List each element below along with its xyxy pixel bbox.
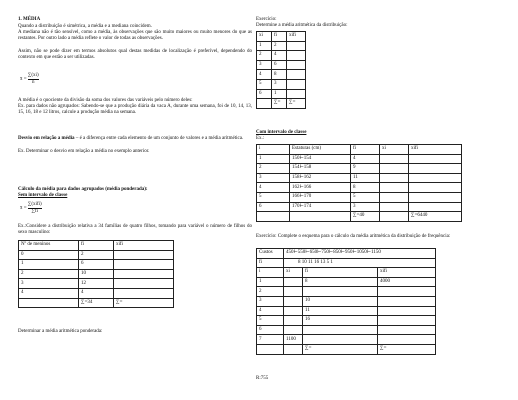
- table-row: [257, 183, 462, 193]
- table-cell: 5: [257, 192, 290, 202]
- formula-numerator: ∑(xifi): [27, 202, 42, 207]
- table-header-cell: fi: [79, 241, 114, 251]
- table-header-cell: fi: [272, 32, 287, 42]
- table-total-row: [257, 344, 436, 354]
- formula-fraction: [28, 202, 42, 214]
- table-row: [257, 164, 462, 174]
- table-row: [19, 279, 174, 289]
- table-cell: 1: [19, 260, 79, 270]
- table-row: [257, 79, 306, 89]
- table-cell: [378, 306, 436, 316]
- table-header-cell: xi: [380, 145, 409, 155]
- table-cell: 5: [257, 79, 272, 89]
- table-cell: [114, 279, 174, 289]
- table-cell: 3: [257, 296, 284, 306]
- table-row: [257, 202, 462, 212]
- table-cell: [114, 260, 174, 270]
- table-cell: [287, 41, 306, 51]
- table-cell: 4: [272, 51, 287, 61]
- table-cell: 2: [257, 287, 284, 297]
- table-cell: 1: [257, 277, 284, 287]
- table-cell: 1: [257, 154, 290, 164]
- table-cell: [287, 89, 306, 99]
- formula-lhs: x̄ =: [20, 206, 27, 212]
- table-cell: 162⊢166: [290, 183, 351, 193]
- table-cell: 3: [257, 60, 272, 70]
- table-cell: ∑=40: [351, 212, 380, 222]
- table-cell: [409, 173, 462, 183]
- formula-simple-mean: [20, 73, 39, 85]
- paragraph-weighted-task: Determinar a média aritmética ponderada:: [18, 329, 103, 334]
- table-header-cell: xifi: [114, 241, 174, 251]
- table-row: [257, 306, 436, 316]
- table-cell: [380, 154, 409, 164]
- table-cell: 4000: [378, 277, 436, 287]
- table-cell: [257, 99, 272, 109]
- table-cell: [378, 296, 436, 306]
- table-cell: [303, 325, 378, 335]
- table-row: [257, 41, 306, 51]
- table-cell: [378, 316, 436, 326]
- table-cell: [409, 154, 462, 164]
- table-cell: [257, 344, 284, 354]
- table-cell: 6: [257, 202, 290, 212]
- formula-fraction: [28, 73, 39, 85]
- table-custos-row: [257, 249, 436, 259]
- table-cell: ∑=: [287, 99, 306, 109]
- table-row: [257, 89, 306, 99]
- table-cell: [409, 164, 462, 174]
- table-header-cell: i: [257, 145, 290, 155]
- formula-weighted-mean: [20, 202, 42, 214]
- table-cell: 450⊢550⊢650⊢750⊢850⊢950⊢1050⊢1150: [284, 249, 436, 259]
- table-header-cell: Nº de meninos: [19, 241, 79, 251]
- table-cell: [290, 212, 351, 222]
- exercise-1-label: Exercício:: [256, 17, 277, 22]
- table-cell: [284, 325, 303, 335]
- table-cell: ∑=34: [79, 298, 114, 308]
- section-class-interval-title: Com intervalo de classe: [256, 130, 307, 135]
- table-cell: [287, 79, 306, 89]
- table-xi-fi: [256, 31, 306, 109]
- table-cell: 9: [351, 164, 380, 174]
- formula-denominator: n: [31, 79, 35, 85]
- exercise-1-text: Determine a média aritmética da distribuição:: [256, 23, 348, 28]
- table-cell: 7: [257, 335, 284, 345]
- table-cell: 10: [303, 296, 378, 306]
- table-cell: 8: [351, 183, 380, 193]
- table-header-cell: xi: [257, 32, 272, 42]
- table-cell: fi: [257, 258, 284, 268]
- table-cell: [380, 173, 409, 183]
- table-row: [19, 269, 174, 279]
- table-cell: [380, 212, 409, 222]
- paragraph-weighted-example: Ex.:Considere a distribuição relativa a 34 famílias de quatro filhos, tomando para variável o número de filhos do sexo masculino:: [18, 224, 252, 236]
- table-header-cell: fi: [303, 268, 378, 278]
- paragraph-desvio-example: Ex. Determinar o desvio em relação a média no exemplo anterior.: [18, 149, 150, 154]
- table-cell: 2: [19, 269, 79, 279]
- paragraph-desvio: [18, 136, 252, 142]
- table-header-row: [19, 241, 174, 251]
- table-cell: 8: [272, 70, 287, 80]
- table-cell: 4: [79, 288, 114, 298]
- table-cell: 11: [351, 173, 380, 183]
- table-cell: [380, 192, 409, 202]
- table-cell: [378, 335, 436, 345]
- table-cell: 4: [257, 183, 290, 193]
- table-row: [19, 250, 174, 260]
- table-cell: 10: [79, 269, 114, 279]
- class-interval-example-label: Ex.:: [256, 136, 265, 141]
- table-meninos: [18, 240, 174, 308]
- table-estaturas: [256, 144, 462, 222]
- formula-numerator: ∑(xi): [27, 73, 39, 78]
- table-cell: [114, 288, 174, 298]
- table-cell: 0: [19, 250, 79, 260]
- table-cell: 3: [257, 173, 290, 183]
- desvio-text: – é a diferença entre cada elemento de um conjunto de valores e a média aritmética.: [74, 136, 244, 141]
- table-cell: 16: [303, 316, 378, 326]
- table-cell: 6: [257, 89, 272, 99]
- table-total-row: [257, 212, 462, 222]
- paragraph-media-1: Quando a distribuição é simétrica, a média e a mediana coincidem.: [18, 24, 152, 29]
- table-cell: 1: [257, 41, 272, 51]
- table-cell: 170⊢174: [290, 202, 351, 212]
- table-cell: [409, 183, 462, 193]
- table-total-row: [257, 99, 306, 109]
- section-weighted-title: Cálculo da média para dados agrupados (média ponderada):: [18, 187, 148, 192]
- table-cell: [287, 70, 306, 80]
- table-header-cell: xifi: [378, 268, 436, 278]
- table-custos: [256, 248, 436, 355]
- table-cell: 11: [303, 306, 378, 316]
- table-cell: 8: [303, 277, 378, 287]
- table-cell: ∑=: [272, 99, 287, 109]
- table-row: [257, 192, 462, 202]
- table-cell: 4: [257, 70, 272, 80]
- table-cell: [287, 51, 306, 61]
- table-row: [19, 260, 174, 270]
- table-cell: [380, 164, 409, 174]
- table-cell: [287, 60, 306, 70]
- table-header-cell: xi: [284, 268, 303, 278]
- table-cell: 4: [351, 154, 380, 164]
- paragraph-media-2: A mediana não é tão sensível, como a média, às observações que são muito maiores ou muito menores do que as restantes. Por outro lado a média reflete o valor de todas as observações.: [18, 30, 252, 42]
- answer-text: R:755: [256, 376, 269, 381]
- table-cell: 6: [257, 325, 284, 335]
- table-cell: 154⊢158: [290, 164, 351, 174]
- table-cell: ∑=: [114, 298, 174, 308]
- table-cell: [284, 306, 303, 316]
- section-weighted-subtitle: Sem intervalo de classe: [18, 193, 68, 198]
- table-cell: [284, 316, 303, 326]
- table-cell: [284, 344, 303, 354]
- table-cell: 6: [79, 260, 114, 270]
- table-cell: 150⊢154: [290, 154, 351, 164]
- table-cell: 5: [257, 316, 284, 326]
- paragraph-media-3: Assim, não se pode dizer em termos absolutos qual destas medidas de localização é preferível, dependendo do contexto em que estão a ser utilizadas.: [18, 49, 252, 61]
- table-cell: 4: [257, 306, 284, 316]
- table-cell: 3: [19, 279, 79, 289]
- table-cell: [409, 202, 462, 212]
- table-row: [257, 60, 306, 70]
- table-cell: [380, 202, 409, 212]
- table-row: [257, 154, 462, 164]
- table-cell: 3: [272, 79, 287, 89]
- table-cell: [284, 287, 303, 297]
- table-cell: ∑=: [303, 344, 378, 354]
- table-cell: 2: [257, 51, 272, 61]
- exercise-2-text: Exercício: Complete o esquema para o cálculo da média aritmética da distribuição de frequência:: [256, 234, 451, 239]
- table-header-cell: fi: [351, 145, 380, 155]
- formula-lhs: x̄ =: [20, 77, 27, 83]
- table-row: [257, 70, 306, 80]
- table-cell: 12: [79, 279, 114, 289]
- table-header-cell: xifi: [287, 32, 306, 42]
- table-header-cell: Estaturas (cm): [290, 145, 351, 155]
- table-cell: [19, 298, 79, 308]
- table-cell: 158⊢162: [290, 173, 351, 183]
- paragraph-media-example: Ex. para dados não agrupados: Sabendo-se que a produção diária da vaca A, durante uma semana, foi de 10, 14, 13, 15, 16, 18 e 12 litros, calcule a produção média na semana.: [18, 104, 252, 116]
- table-cell: 2: [272, 41, 287, 51]
- table-header-cell: i: [257, 268, 284, 278]
- table-cell: 4: [19, 288, 79, 298]
- table-cell: [114, 250, 174, 260]
- table-cell: [378, 287, 436, 297]
- table-cell: [257, 212, 290, 222]
- desvio-title: Desvio em relação a média: [18, 136, 75, 141]
- table-cell: 2: [79, 250, 114, 260]
- table-row: [19, 288, 174, 298]
- table-cell: 166⊢170: [290, 192, 351, 202]
- table-cell: 6: [272, 60, 287, 70]
- table-cell: 1: [272, 89, 287, 99]
- table-cell: [284, 296, 303, 306]
- table-cell: 1100: [284, 335, 303, 345]
- table-row: [257, 296, 436, 306]
- section-media-title: 1. MÉDIA: [18, 17, 41, 22]
- table-header-row: [257, 32, 306, 42]
- table-header-cell: xifi: [409, 145, 462, 155]
- table-header-row: [257, 145, 462, 155]
- table-total-row: [19, 298, 174, 308]
- table-cell: Custos: [257, 249, 284, 259]
- table-cell: ∑=6440: [409, 212, 462, 222]
- table-cell: [378, 325, 436, 335]
- table-row: [257, 316, 436, 326]
- table-cell: [284, 277, 303, 287]
- table-row: [257, 51, 306, 61]
- table-row: [257, 287, 436, 297]
- table-cell: 2: [257, 164, 290, 174]
- table-row: [257, 335, 436, 345]
- table-cell: ∑=: [378, 344, 436, 354]
- table-row: [257, 325, 436, 335]
- table-cell: [409, 192, 462, 202]
- table-cell: 8 10 11 16 13 5 1: [284, 258, 436, 268]
- table-cell: [380, 183, 409, 193]
- table-cell: [114, 269, 174, 279]
- paragraph-media-4: A média é o quociente da divisão da soma dos valores das variáveis pelo número deles:: [18, 98, 193, 103]
- table-cell: 5: [351, 192, 380, 202]
- formula-denominator: ∑fi: [31, 208, 39, 214]
- table-cell: [303, 287, 378, 297]
- table-cell: [303, 335, 378, 345]
- table-header-row: [257, 268, 436, 278]
- table-fi-row: [257, 258, 436, 268]
- table-row: [257, 277, 436, 287]
- table-row: [257, 173, 462, 183]
- table-cell: 3: [351, 202, 380, 212]
